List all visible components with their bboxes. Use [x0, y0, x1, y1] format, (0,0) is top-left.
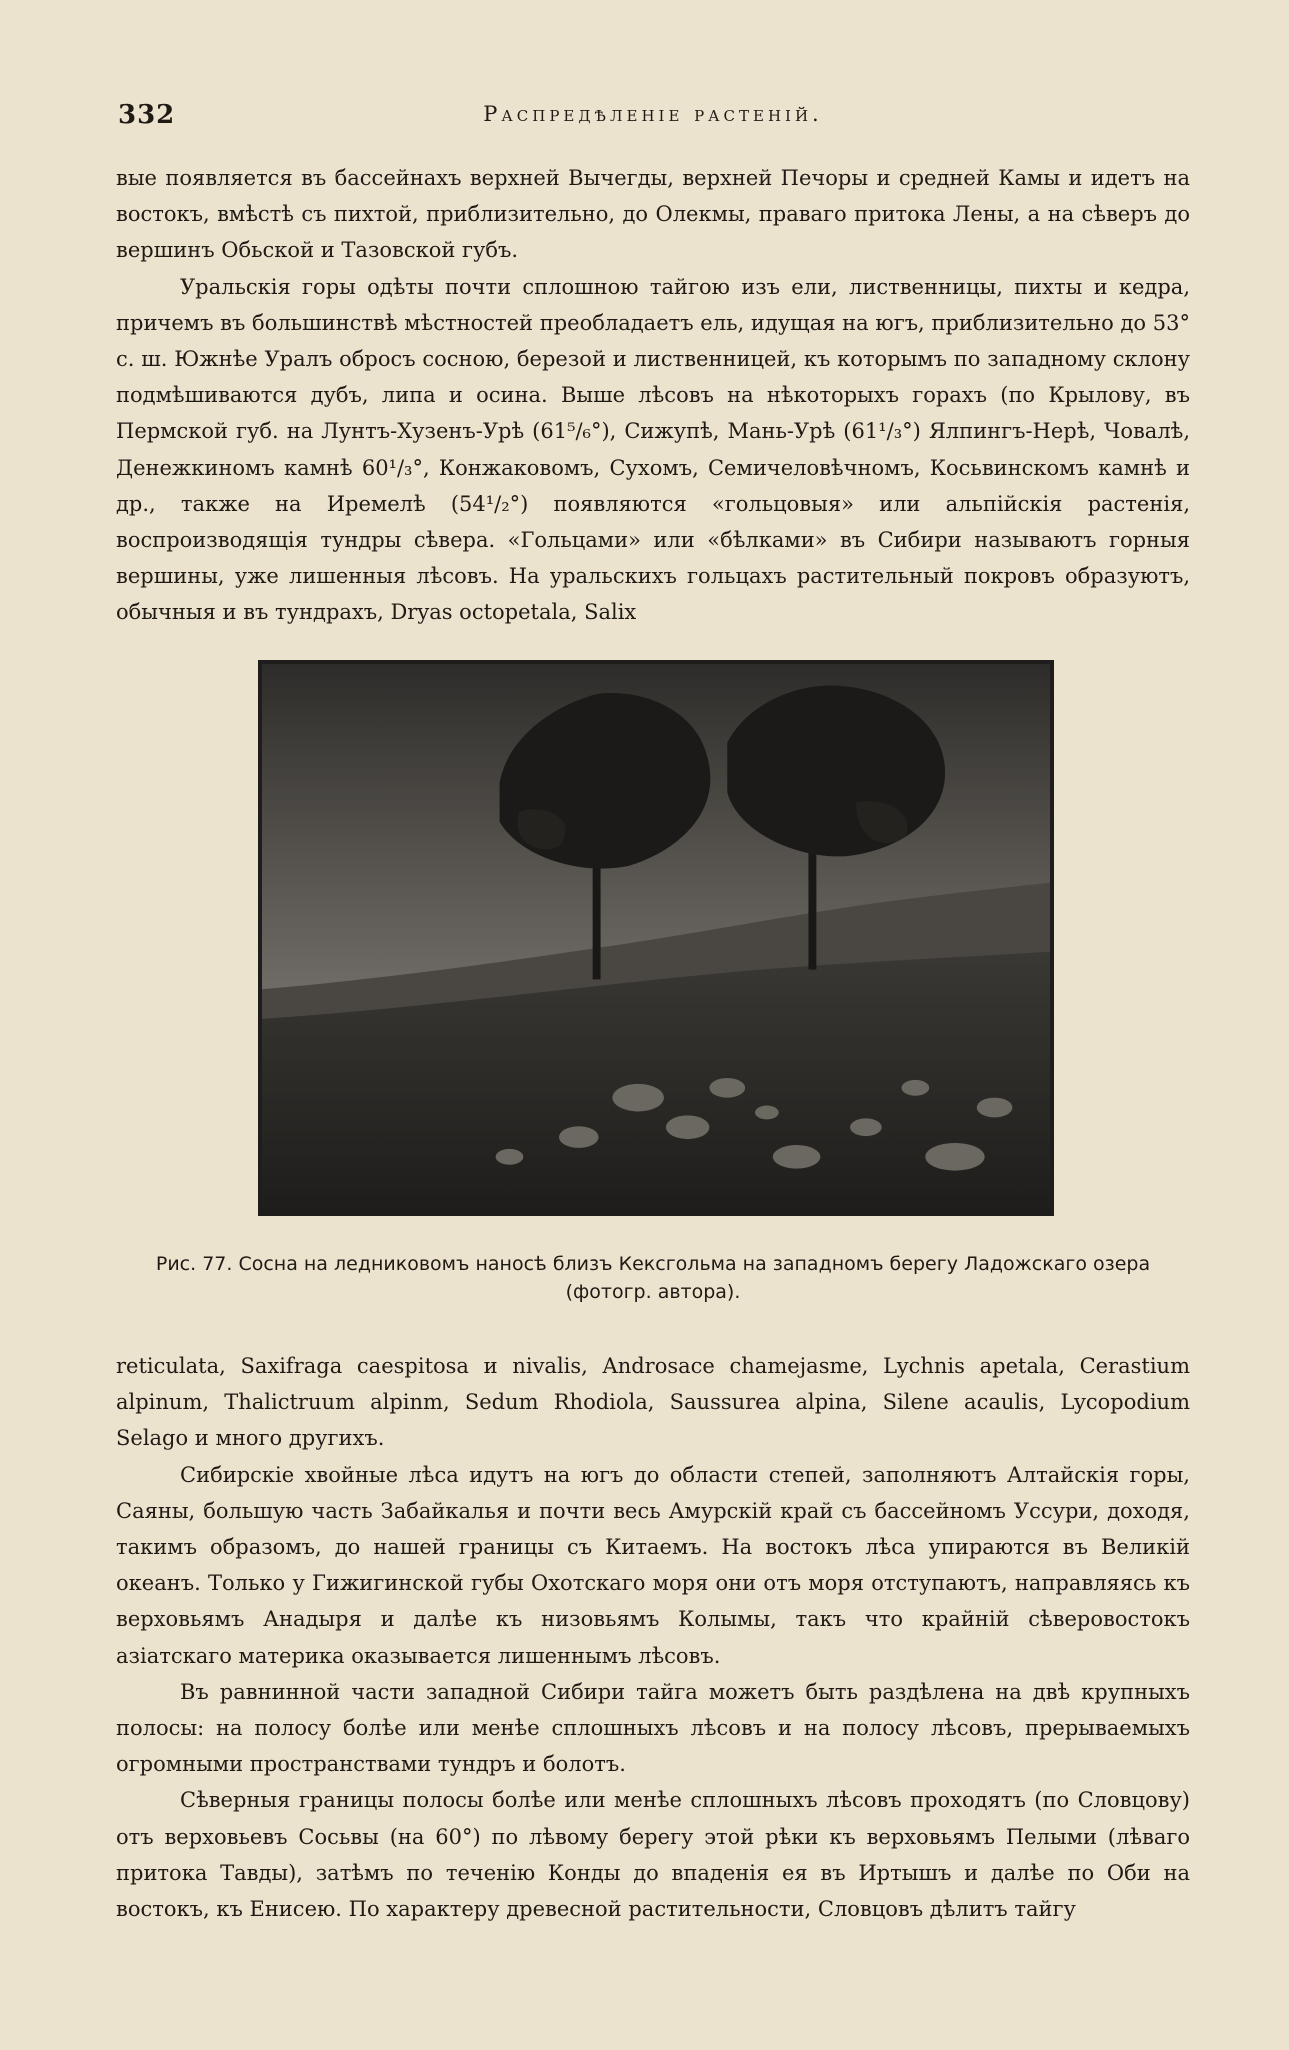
text-block-top	[116, 160, 1190, 631]
running-head: Распредѣленіе растеній.	[483, 102, 823, 126]
text-block-bottom	[116, 1348, 1190, 1927]
caption-credit: (фотогр. автора).	[565, 1281, 741, 1303]
caption-text: Рис. 77. Сосна на ледниковомъ наносѣ близъ Кексгольма на западномъ берегу Ладожскаго озера	[155, 1253, 1151, 1275]
paragraph: reticulata, Saxifraga caespitosa и nivalis, Androsace chamejasme, Lychnis apetala, Cerastium alpinum, Thalictruum alpinm, Sedum Rhodiola, Saussurea alpina, Silene acaulis, Lycopodium Selago и много другихъ.	[116, 1354, 1190, 1451]
paragraph: вые появляется въ бассейнахъ верхней Вычегды, верхней Печоры и средней Камы и идетъ на востокъ, вмѣстѣ съ пихтой, приблизительно, до Олекмы, праваго притока Лены, а на сѣверъ до вершинъ Обьской и Тазовской губъ.	[116, 166, 1190, 263]
page-header	[118, 100, 1188, 140]
paragraph: Уральскія горы одѣты почти сплошною тайгою изъ ели, лиственницы, пихты и кедра, причемъ въ большинствѣ мѣстностей преобладаетъ ель, идущая на югъ, приблизительно до 53° с. ш. Южнѣе Уралъ обросъ сосною, березой и лиственницей, къ которымъ по западному склону подмѣшиваются дубъ, липа и осина. Выше лѣсовъ на нѣкоторыхъ горахъ (по Крылову, въ Пермской губ. на Лунтъ-Хузенъ-Урѣ (61⁵/₆°), Сижупѣ, Мань-Урѣ (61¹/₃°) Ялпингъ-Нерѣ, Човалѣ, Денежкиномъ камнѣ 60¹/₃°, Конжаковомъ, Сухомъ, Семичеловѣчномъ, Косьвинскомъ камнѣ и др., также на Иремелѣ (54¹/₂°) появляются «гольцовыя» или альпійскія растенія, воспроизводящія тундры сѣвера. «Гольцами» или «бѣлками» въ Сибири называютъ горныя вершины, уже лишенныя лѣсовъ. На уральскихъ гольцахъ растительный покровъ образуютъ, обычныя и въ тундрахъ, Dryas octopetala, Salix	[116, 274, 1190, 625]
figure-caption	[116, 1250, 1190, 1306]
paragraph: Сибирскіе хвойные лѣса идутъ на югъ до области степей, заполняютъ Алтайскія горы, Саяны, большую часть Забайкалья и почти весь Амурскій край съ бассейномъ Уссури, доходя, такимъ образомъ, до нашей границы съ Китаемъ. На востокъ лѣса упираются въ Великій океанъ. Только у Гижигинской губы Охотскаго моря они отъ моря отступаютъ, направляясь къ верховьямъ Анадыря и далѣе къ низовьямъ Колымы, такъ что крайній сѣверовостокъ азіатскаго материка оказывается лишеннымъ лѣсовъ.	[116, 1462, 1190, 1668]
paragraph: Сѣверныя границы полосы болѣе или менѣе сплошныхъ лѣсовъ проходятъ (по Словцову) отъ верховьевъ Сосьвы (на 60°) по лѣвому берегу этой рѣки къ верховьямъ Пелыми (лѣваго притока Тавды), затѣмъ по теченію Конды до впаденія ея въ Иртышъ и далѣе по Оби на востокъ, къ Енисею. По характеру древесной растительности, Словцовъ дѣлитъ тайгу	[116, 1788, 1190, 1922]
page-number: 332	[118, 100, 176, 130]
pine-trees-photo	[262, 664, 1050, 1212]
figure-photograph	[258, 660, 1054, 1216]
paragraph: Въ равнинной части западной Сибири тайга можетъ быть раздѣлена на двѣ крупныхъ полосы: на полосу болѣе или менѣе сплошныхъ лѣсовъ и на полосу лѣсовъ, прерываемыхъ огромными пространствами тундръ и болотъ.	[116, 1679, 1190, 1777]
